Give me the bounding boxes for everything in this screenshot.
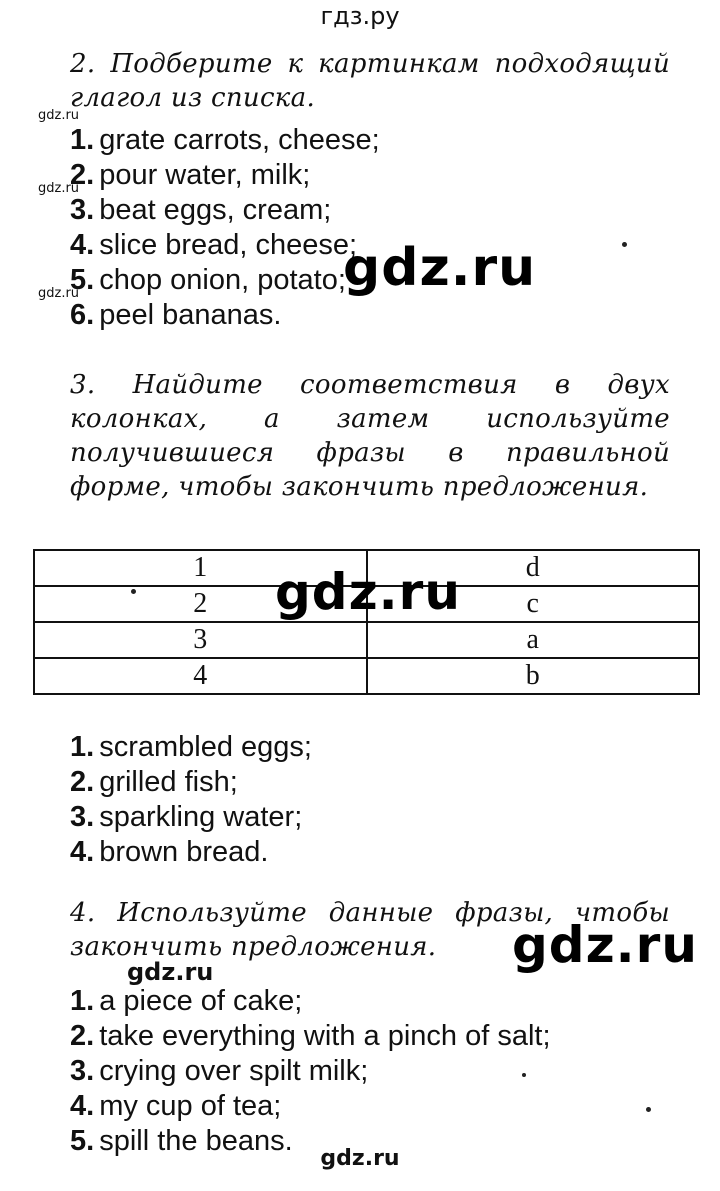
watermark-large: gdz.ru <box>275 563 461 621</box>
item-number: 6. <box>70 299 95 331</box>
task-3-item-3 <box>70 800 302 834</box>
task-3-item-4 <box>70 835 268 869</box>
item-number: 3. <box>70 1055 95 1087</box>
item-text: chop onion, potato; <box>99 264 346 296</box>
item-number: 4. <box>70 229 95 261</box>
watermark-small: gdz.ru <box>38 181 80 196</box>
item-number: 2. <box>70 1020 95 1052</box>
watermark-large: gdz.ru <box>512 916 698 974</box>
item-number: 1. <box>70 124 95 156</box>
speck-dot <box>646 1107 651 1112</box>
watermark-large: gdz.ru <box>343 238 537 298</box>
speck-dot <box>522 1073 526 1077</box>
task-2-item-2 <box>70 158 310 192</box>
item-text: my cup of tea; <box>99 1090 282 1122</box>
task-4-item-1 <box>70 984 302 1018</box>
task-4-item-2 <box>70 1019 551 1053</box>
table-cell-letter: a <box>367 622 700 658</box>
item-text: grate carrots, cheese; <box>99 124 380 156</box>
task-4-title: 4. Используйте данные фразы, чтобы закончить предложения. <box>70 898 670 962</box>
item-text: brown bread. <box>99 836 269 868</box>
item-number: 4. <box>70 836 95 868</box>
item-text: slice bread, cheese; <box>99 229 358 261</box>
item-text: take everything with a pinch of salt; <box>99 1020 551 1052</box>
item-text: scrambled eggs; <box>99 731 312 763</box>
item-number: 5. <box>70 1125 95 1157</box>
item-number: 1. <box>70 985 95 1017</box>
page-footer-watermark: gdz.ru <box>320 1146 400 1171</box>
table-cell-letter: d <box>367 550 700 586</box>
item-number: 2. <box>70 159 95 191</box>
item-text: sparkling water; <box>99 801 303 833</box>
item-text: crying over spilt milk; <box>99 1055 369 1087</box>
watermark-medium: gdz.ru <box>127 958 214 986</box>
task-3-title: 3. Найдите соответствия в двух колонках, а затем используйте получившиеся фразы в правильной форме, чтобы закончить предложения. <box>70 370 670 502</box>
task-3-item-2 <box>70 765 238 799</box>
table-cell-number: 4 <box>34 658 367 694</box>
task-4-item-3 <box>70 1054 368 1088</box>
task-2-item-1 <box>70 123 380 157</box>
site-header: гдз.ру <box>320 2 400 30</box>
task-2-item-5 <box>70 263 346 297</box>
item-number: 3. <box>70 194 95 226</box>
table-cell-number: 3 <box>34 622 367 658</box>
watermark-small: gdz.ru <box>38 286 80 301</box>
item-text: peel bananas. <box>99 299 282 331</box>
item-text: beat eggs, cream; <box>99 194 332 226</box>
item-text: a piece of cake; <box>99 985 303 1017</box>
speck-dot <box>131 589 136 594</box>
task-2-item-4 <box>70 228 357 262</box>
table-cell-letter: b <box>367 658 700 694</box>
item-number: 4. <box>70 1090 95 1122</box>
item-number: 5. <box>70 264 95 296</box>
table-cell-letter: c <box>367 586 700 622</box>
item-text: grilled fish; <box>99 766 238 798</box>
table-row <box>34 658 699 694</box>
task-4-item-4 <box>70 1089 281 1123</box>
item-number: 3. <box>70 801 95 833</box>
item-text: spill the beans. <box>99 1125 293 1157</box>
task-2-title: 2. Подберите к картинкам подходящий глагол из списка. <box>70 49 670 113</box>
table-row <box>34 622 699 658</box>
table-cell-number: 1 <box>34 550 367 586</box>
task-2-item-3 <box>70 193 331 227</box>
item-text: pour water, milk; <box>99 159 311 191</box>
task-2-item-6 <box>70 298 281 332</box>
task-3-item-1 <box>70 730 312 764</box>
watermark-small: gdz.ru <box>38 108 80 123</box>
speck-dot <box>622 242 627 247</box>
item-number: 2. <box>70 766 95 798</box>
item-number: 1. <box>70 731 95 763</box>
table-cell-number: 2 <box>34 586 367 622</box>
